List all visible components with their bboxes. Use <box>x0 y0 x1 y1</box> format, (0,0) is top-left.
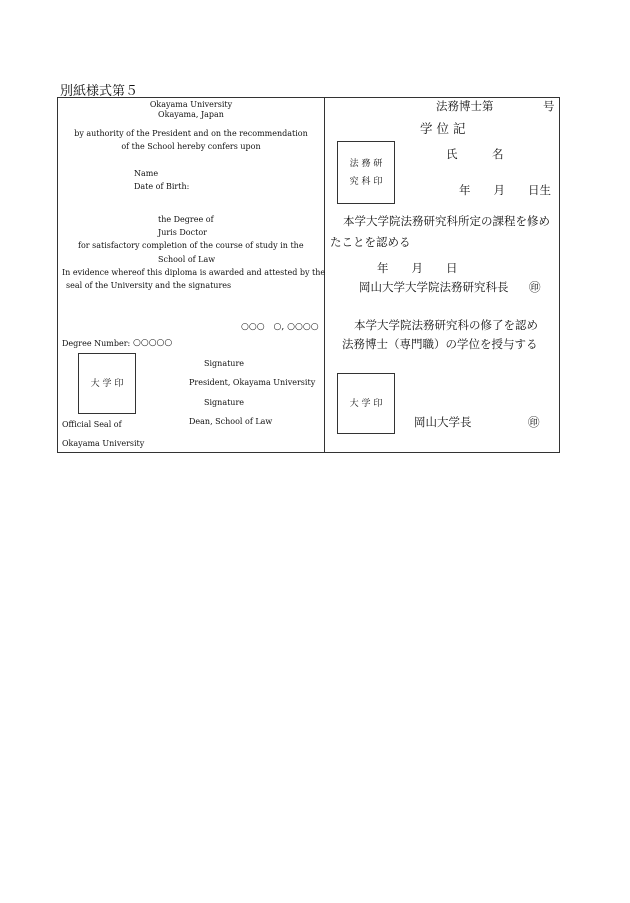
en-evidence-line2: seal of the University and the signatures <box>66 281 232 290</box>
university-seal-text-jp: 大 学 印 <box>349 398 383 409</box>
jp-number-prefix: 法務博士第 <box>436 99 494 113</box>
en-degree-number-label: Degree Number: <box>62 339 131 348</box>
en-official-seal-line2: Okayama University <box>62 439 145 448</box>
seal-mark-icon-2: ㊞ <box>528 415 540 429</box>
jp-birth-date: 年 月 日生 <box>459 183 551 197</box>
en-location: Okayama, Japan <box>158 110 224 119</box>
en-completion-line2: School of Law <box>158 255 216 264</box>
jp-title: 学 位 記 <box>420 121 466 136</box>
en-authority-line2: of the School hereby confers upon <box>121 142 261 151</box>
jp-date-line: 年 月 日 <box>377 261 458 275</box>
law-school-seal-box <box>337 141 395 204</box>
en-signature1-label: Signature <box>204 359 245 368</box>
law-school-seal-line1: 法 務 研 <box>349 158 383 169</box>
en-signature2-title: Dean, School of Law <box>189 417 273 426</box>
law-school-seal-line2: 究 科 印 <box>349 176 383 187</box>
jp-number-suffix: 号 <box>543 99 555 113</box>
jp-dean-line: 岡山大学大学院法務研究科長 <box>359 280 509 294</box>
en-university: Okayama University <box>149 100 233 109</box>
law-school-seal-text <box>350 155 383 191</box>
en-name-label: Name <box>134 169 159 178</box>
en-dob-label: Date of Birth: <box>134 182 190 191</box>
jp-conferral-line2: 法務博士（専門職）の学位を授与する <box>342 337 538 351</box>
university-seal-box-en <box>78 353 136 414</box>
seal-mark-icon-1: ㊞ <box>529 280 541 294</box>
university-seal-text-en: 大 学 印 <box>90 378 124 389</box>
en-degree-of: the Degree of <box>158 215 214 224</box>
jp-body-line2: たことを認める <box>330 235 411 249</box>
university-seal-box-jp <box>337 373 395 434</box>
en-completion-line1: for satisfactory completion of the course of study in the <box>78 241 304 250</box>
jp-conferral-line1: 本学大学院法務研究科の修了を認め <box>354 318 538 332</box>
en-date-placeholder: ○○○ ○, ○○○○ <box>241 322 319 332</box>
jp-name-label: 氏 名 <box>446 147 504 161</box>
en-official-seal-line1: Official Seal of <box>62 420 122 429</box>
jp-body-line1: 本学大学院法務研究科所定の課程を修め <box>343 214 550 228</box>
en-signature1-title: President, Okayama University <box>189 378 316 387</box>
en-evidence-line1: In evidence whereof this diploma is awarded and attested by the <box>62 268 326 277</box>
jp-president-line: 岡山大学長 <box>414 415 472 429</box>
form-label: 別紙様式第５ <box>60 84 139 99</box>
en-authority-line1: by authority of the President and on the recommendation <box>74 129 308 138</box>
en-signature2-label: Signature <box>204 398 245 407</box>
en-degree-name: Juris Doctor <box>158 228 207 237</box>
en-degree-number-value: ○○○○○ <box>133 338 173 348</box>
